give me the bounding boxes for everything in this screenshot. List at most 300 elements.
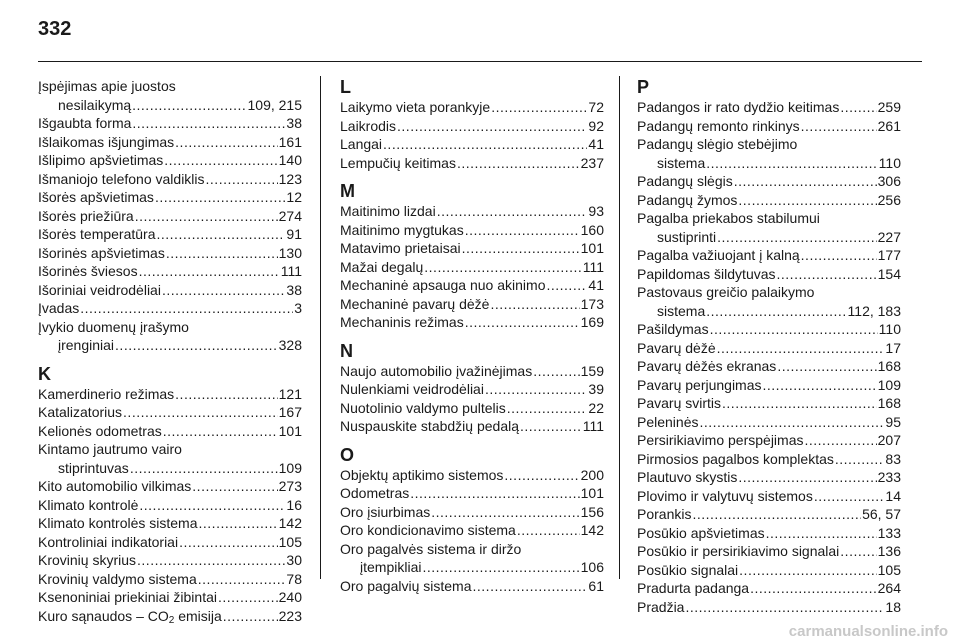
entry-term: Išmaniojo telefono valdiklis (38, 170, 205, 187)
entry-pages: 130 (278, 244, 302, 261)
entry-pages: 223 (278, 607, 302, 624)
index-entry (38, 477, 302, 496)
dot-leader (763, 376, 877, 395)
section-letter: P (637, 77, 650, 97)
entry-pages: 111 (582, 418, 604, 434)
index-entry (637, 561, 901, 580)
index-entry (637, 209, 901, 246)
entry-pages: 105 (278, 533, 302, 550)
entry-pages: 177 (877, 247, 901, 263)
entry-pages: 92 (588, 117, 604, 134)
entry-pages: 22 (588, 399, 604, 416)
dot-leader (223, 607, 278, 626)
index-entry (637, 135, 901, 172)
entry-pages: 200 (580, 466, 604, 483)
entry-pages: 261 (877, 117, 901, 134)
index-entry (38, 170, 302, 189)
entry-first-line (38, 318, 302, 337)
dot-leader (717, 228, 877, 247)
entry-pages: 328 (278, 337, 302, 353)
entry-pages: 237 (580, 154, 604, 171)
index-entry (340, 313, 604, 332)
index-entry (340, 380, 604, 399)
index-entry (38, 151, 302, 170)
index-entry (38, 225, 302, 244)
dot-leader (132, 96, 246, 115)
entry-term: Mechaninė apsauga nuo akinimo (340, 277, 546, 293)
index-entry (340, 577, 604, 596)
entry-term-cont: nesilaikymą (58, 96, 132, 113)
entry-pages: 123 (278, 170, 302, 187)
index-entry (637, 172, 901, 191)
entry-term: Lempučių keitimas (340, 154, 456, 171)
section-letter: N (340, 340, 353, 361)
index-entry (38, 262, 302, 281)
entry-term: Įvadas (38, 300, 80, 316)
index-entry (38, 318, 302, 355)
dot-leader (504, 466, 579, 485)
dot-leader (533, 362, 579, 381)
index-entry (637, 542, 901, 561)
index-entry (38, 281, 302, 300)
entry-pages: 133 (877, 524, 901, 541)
index-entry (340, 540, 604, 577)
index-entry (340, 417, 604, 436)
entry-pages: 17 (885, 339, 901, 356)
dot-leader (801, 246, 877, 265)
dot-leader (123, 403, 278, 422)
entry-pages: 256 (877, 191, 901, 208)
entry-term: Laikymo vieta porankyje (340, 99, 491, 115)
index-entry (637, 339, 901, 358)
index-entry (637, 579, 901, 598)
index-entry (38, 299, 302, 318)
index-column-2 (340, 76, 604, 595)
dot-leader (422, 558, 579, 577)
entry-pages: 101 (580, 240, 604, 256)
entry-term: Įvykio duomenų įrašymo (38, 318, 189, 335)
index-entry (637, 487, 901, 506)
dot-leader (840, 542, 876, 561)
section-letter: M (340, 181, 355, 201)
index-entry (637, 376, 901, 395)
entry-term-cont: įtempikliai (360, 559, 422, 575)
entry-term-cont: sistema (657, 154, 706, 171)
dot-leader (130, 459, 278, 478)
entry-pages: 233 (877, 469, 901, 485)
entry-term: Padangos ir rato dydžio keitimas (637, 99, 840, 115)
entry-term: Krovinių skyrius (38, 552, 137, 568)
entry-term: Nulenkiami veidrodėliai (340, 381, 484, 397)
dot-leader (206, 170, 278, 189)
entry-term: Porankis (637, 506, 692, 522)
entry-term: Išorinės šviesos (38, 263, 138, 279)
entry-continuation (637, 228, 901, 247)
entry-term: Ksenoniniai priekiniai žibintai (38, 589, 217, 605)
column-divider-2 (619, 76, 620, 579)
index-entry (637, 117, 901, 136)
entry-pages: 95 (885, 413, 901, 430)
entry-pages: 142 (278, 515, 302, 531)
entry-first-line (637, 283, 901, 302)
entry-term: Išlipimo apšvietimas (38, 152, 164, 168)
entry-term: Padangų žymos (637, 191, 738, 208)
entry-term: Posūkio ir persirikiavimo signalai (637, 543, 840, 559)
dot-leader (155, 188, 285, 207)
index-entry (38, 422, 302, 441)
entry-pages: 41 (588, 277, 604, 293)
entry-term: Pavarų perjungimas (637, 376, 762, 393)
entry-term: Išlaikomas išjungimas (38, 133, 175, 150)
entry-term: Kintamo jautrumo vairo (38, 441, 182, 457)
entry-pages: 38 (286, 115, 302, 131)
entry-term: Objektų aptikimo sistemos (340, 466, 504, 483)
entry-term: Klimato kontrolė (38, 496, 139, 513)
index-entry (637, 431, 901, 450)
dot-leader (437, 202, 588, 221)
dot-leader (766, 524, 877, 543)
dot-leader (700, 413, 885, 432)
entry-term: Padangų remonto rinkinys (637, 117, 800, 134)
index-entry (637, 450, 901, 469)
dot-leader (135, 207, 278, 226)
entry-pages: 101 (278, 422, 302, 439)
dot-leader (692, 505, 861, 524)
entry-term: Posūkio signalai (637, 561, 739, 578)
dot-leader (465, 221, 580, 240)
entry-term: Plautuvo skystis (637, 469, 738, 485)
entry-term: Išorės priežiūra (38, 207, 134, 224)
page-number: 332 (38, 18, 72, 40)
dot-leader (738, 191, 876, 210)
dot-leader (685, 598, 884, 617)
index-entry (637, 98, 901, 117)
entry-pages: 110 (878, 321, 901, 337)
entry-pages: 41 (588, 136, 604, 152)
entry-term: Pavarų svirtis (637, 395, 722, 411)
entry-term: Naujo automobilio įvažinėjimas (340, 362, 533, 379)
entry-term: Mechaninė pavarų dėžė (340, 295, 490, 312)
section-letter: K (38, 363, 51, 384)
entry-term: Nuotolinio valdymo pultelis (340, 399, 506, 416)
entry-continuation (38, 336, 302, 355)
entry-pages: 111 (280, 263, 302, 279)
watermark: carmanualsonline.info (788, 623, 948, 640)
dot-leader (410, 484, 579, 503)
entry-term: Pavarų dėžės ekranas (637, 358, 777, 374)
entry-term: Laikrodis (340, 117, 397, 134)
dot-leader (115, 336, 278, 355)
index-entry (38, 385, 302, 404)
entry-term: Krovinių valdymo sistema (38, 570, 197, 587)
dot-leader (137, 551, 285, 570)
entry-pages: 169 (580, 314, 604, 330)
entry-term: Pirmosios pagalbos komplektas (637, 450, 834, 467)
entry-term-cont: įrenginiai (58, 337, 115, 353)
section-letter: O (340, 444, 355, 465)
entry-pages: 168 (877, 395, 901, 411)
index-entry (38, 588, 302, 607)
dot-leader (490, 295, 579, 314)
dot-leader (750, 579, 877, 598)
entry-pages: 161 (278, 133, 302, 150)
entry-pages: 16 (286, 496, 302, 513)
dot-leader (199, 514, 278, 533)
entry-pages: 83 (885, 450, 901, 467)
index-entry (38, 403, 302, 422)
entry-pages: 3 (294, 300, 302, 316)
index-entry (340, 521, 604, 540)
entry-pages: 259 (877, 99, 901, 115)
dot-leader (192, 477, 277, 496)
entry-pages: 240 (278, 589, 302, 605)
entry-term: Pagalba važiuojant į kalną (637, 247, 800, 263)
dot-leader (383, 135, 587, 154)
index-entry (340, 221, 604, 240)
header-rule (38, 61, 922, 62)
dot-leader (734, 172, 877, 191)
entry-pages: 173 (580, 295, 604, 312)
entry-term-cont: sistema (657, 302, 706, 319)
entry-term: Pradurta padanga (637, 580, 750, 596)
entry-pages: 12 (286, 189, 302, 205)
entry-term: Oro kondicionavimo sistema (340, 522, 516, 538)
dot-leader (710, 320, 878, 339)
dot-leader (473, 577, 588, 596)
entry-term: Išorinės apšvietimas (38, 244, 165, 261)
index-entry (637, 598, 901, 617)
dot-leader (814, 487, 885, 506)
index-entry (637, 468, 901, 487)
entry-term: Pavarų dėžė (637, 339, 716, 356)
index-entry (637, 357, 901, 376)
entry-term: Maitinimo lizdai (340, 203, 436, 219)
entry-pages: 38 (286, 281, 302, 298)
entry-first-line (38, 440, 302, 459)
index-entry (38, 77, 302, 114)
entry-pages: 159 (580, 362, 604, 379)
entry-term: Plovimo ir valytuvų sistemos (637, 487, 813, 504)
entry-term: Odometras (340, 485, 410, 501)
index-entry (38, 114, 302, 133)
entry-first-line (340, 540, 604, 559)
entry-first-line (637, 135, 901, 154)
entry-pages: 91 (286, 226, 302, 242)
entry-term: Išorės temperatūra (38, 226, 156, 242)
dot-leader (491, 98, 587, 117)
entry-pages: 154 (877, 265, 901, 282)
index-entry (38, 496, 302, 515)
index-entry (38, 514, 302, 533)
entry-pages: 274 (278, 207, 302, 224)
entry-pages: 30 (286, 552, 302, 568)
index-entry (340, 466, 604, 485)
entry-term: Įspėjimas apie juostos (38, 78, 176, 94)
dot-leader (840, 98, 876, 117)
entry-term: Kamerdinerio režimas (38, 385, 175, 402)
index-entry (637, 524, 901, 543)
entry-term: Padangų slėgis (637, 173, 733, 189)
dot-leader (717, 339, 885, 358)
index-entry (340, 117, 604, 136)
entry-term: Kito automobilio vilkimas (38, 478, 192, 494)
entry-subscript: 2 (168, 614, 175, 626)
entry-pages: 56, 57 (862, 506, 901, 522)
index-entry (340, 135, 604, 154)
entry-continuation (38, 96, 302, 115)
entry-continuation (38, 459, 302, 478)
entry-first-line (637, 209, 901, 228)
entry-first-line (38, 77, 302, 96)
dot-leader (457, 154, 580, 173)
index-entry (340, 154, 604, 173)
index-entry (637, 413, 901, 432)
dot-leader (163, 422, 278, 441)
entry-pages: 112, 183 (847, 302, 901, 319)
entry-term-after: emisija (174, 607, 222, 624)
index-entry (38, 244, 302, 263)
dot-leader (738, 468, 876, 487)
dot-leader (739, 561, 876, 580)
entry-pages: 109 (278, 459, 302, 476)
index-entry (340, 484, 604, 503)
entry-term: Papildomas šildytuvas (637, 265, 776, 282)
dot-leader (175, 133, 277, 152)
entry-term: Pastovaus greičio palaikymo (637, 284, 815, 300)
dot-leader (431, 503, 579, 522)
entry-term: Padangų slėgio stebėjimo (637, 136, 798, 152)
index-entry (340, 503, 604, 522)
dot-leader (777, 265, 877, 284)
dot-leader (706, 302, 846, 321)
entry-pages: 110 (878, 154, 901, 171)
entry-pages: 109, 215 (247, 96, 302, 113)
entry-pages: 156 (580, 503, 604, 520)
dot-leader (706, 154, 877, 173)
entry-pages: 140 (278, 152, 302, 168)
dot-leader (801, 117, 877, 136)
dot-leader (80, 299, 293, 318)
entry-pages: 167 (278, 404, 302, 420)
index-entry (38, 570, 302, 589)
entry-pages: 105 (877, 561, 901, 578)
entry-term: Išorės apšvietimas (38, 189, 154, 205)
entry-pages: 160 (580, 221, 604, 238)
entry-pages: 207 (877, 432, 901, 448)
entry-pages: 121 (278, 385, 302, 402)
dot-leader (157, 225, 286, 244)
entry-pages: 111 (582, 258, 604, 275)
dot-leader (139, 262, 280, 281)
index-entry (340, 98, 604, 117)
entry-term-cont: sustiprinti (657, 228, 717, 245)
entry-term: Peleninės (637, 413, 699, 430)
index-entry (637, 505, 901, 524)
index-entry (340, 202, 604, 221)
dot-leader (507, 399, 588, 418)
dot-leader (546, 276, 587, 295)
index-entry (38, 133, 302, 152)
entry-term: Persirikiavimo perspėjimas (637, 432, 804, 448)
entry-pages: 106 (580, 559, 604, 575)
dot-leader (175, 385, 277, 404)
dot-leader (198, 570, 286, 589)
entry-term: Pagalba priekabos stabilumui (637, 210, 820, 226)
index-entry (637, 394, 901, 413)
index-entry (38, 607, 302, 626)
entry-term: Langai (340, 136, 383, 152)
index-entry (340, 258, 604, 277)
entry-term-cont: stiprintuvas (58, 459, 129, 476)
entry-term: Kelionės odometras (38, 422, 162, 439)
entry-continuation (637, 154, 901, 173)
entry-pages: 168 (877, 358, 901, 374)
entry-continuation (340, 558, 604, 577)
entry-pages: 72 (588, 99, 604, 115)
dot-leader (397, 117, 587, 136)
dot-leader (179, 533, 278, 552)
index-entry (340, 362, 604, 381)
entry-term: Matavimo prietaisai (340, 240, 461, 256)
entry-term: Kuro sąnaudos – $CO_2$ emisija (38, 607, 222, 626)
entry-pages: 264 (877, 580, 901, 596)
index-entry (637, 320, 901, 339)
entry-pages: 306 (877, 173, 901, 189)
entry-term: Išoriniai veidrodėliai (38, 281, 161, 298)
index-entry (637, 283, 901, 320)
entry-pages: 93 (588, 203, 604, 219)
entry-term: Oro įsiurbimas (340, 503, 431, 520)
index-entry (340, 295, 604, 314)
index-column-1 (38, 77, 302, 625)
dot-leader (722, 394, 877, 413)
entry-pages: 14 (885, 487, 901, 504)
entry-term: Mažai degalų (340, 258, 424, 275)
entry-term: Pradžia (637, 598, 685, 615)
index-entry (637, 191, 901, 210)
entry-term: Išgaubta forma (38, 115, 132, 131)
entry-term: Katalizatorius (38, 404, 123, 420)
dot-leader (485, 380, 587, 399)
index-entry (340, 399, 604, 418)
dot-leader (218, 588, 278, 607)
dot-leader (462, 239, 580, 258)
entry-term: Oro pagalvių sistema (340, 577, 472, 594)
entry-term: Oro pagalvės sistema ir diržo (340, 540, 522, 557)
entry-pages: 39 (588, 381, 604, 397)
index-entry (38, 551, 302, 570)
section-letter: L (340, 77, 351, 97)
dot-leader (164, 151, 277, 170)
dot-leader (777, 357, 876, 376)
entry-term: Klimato kontrolės sistema (38, 515, 198, 531)
index-entry (38, 207, 302, 226)
dot-leader (835, 450, 885, 469)
entry-term: Nuspauskite stabdžių pedalą (340, 418, 520, 434)
dot-leader (162, 281, 285, 300)
entry-pages: 61 (588, 577, 604, 594)
index-entry (637, 265, 901, 284)
entry-term: Maitinimo mygtukas (340, 221, 464, 238)
index-entry (340, 239, 604, 258)
entry-pages: 18 (885, 598, 901, 615)
dot-leader (166, 244, 278, 263)
entry-term: Posūkio apšvietimas (637, 524, 765, 541)
dot-leader (465, 313, 580, 332)
entry-continuation (637, 302, 901, 321)
entry-pages: 78 (286, 570, 302, 587)
index-entry (38, 440, 302, 477)
